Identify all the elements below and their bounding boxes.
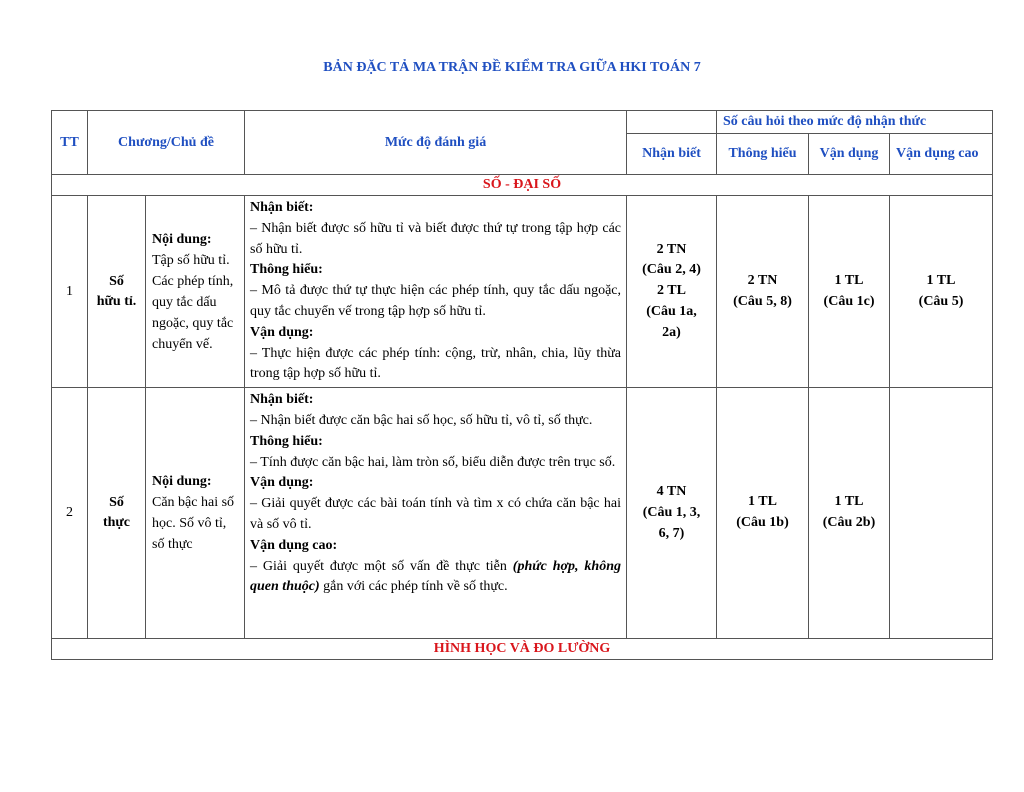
- table-row: [52, 196, 993, 388]
- header-empty-cell: [627, 111, 717, 134]
- row-number: 1: [52, 196, 88, 388]
- content-label: Nội dung:: [152, 231, 212, 247]
- level-description: – Mô tả được thứ tự thực hiện các phép tính, quy tắc dấu ngoặc, quy tắc chuyển vế trong tập hợp số hữu tỉ.: [250, 283, 622, 319]
- cell-line: 6, 7): [658, 525, 685, 541]
- chapter-name-line: Số: [109, 495, 124, 511]
- cell-line: 1 TL: [748, 494, 777, 510]
- level-description: – Nhận biết được căn bậc hai số học, số hữu tỉ, vô tỉ, số thực.: [250, 412, 593, 428]
- cell-line: (Câu 2, 4): [642, 262, 701, 278]
- chapter-name: [88, 388, 146, 639]
- content-text: Tập số hữu tỉ. Các phép tính, quy tắc dấu ngoặc, quy tắc chuyển vế.: [152, 252, 234, 352]
- assessment-levels: [245, 388, 627, 639]
- section-row: [52, 175, 993, 196]
- cell-line: 1 TL: [926, 272, 956, 288]
- cell-van-dung: [809, 196, 890, 388]
- chapter-name-line: Số: [109, 273, 124, 289]
- chapter-name-line: hữu tỉ.: [96, 293, 137, 309]
- cell-line: 2a): [662, 324, 681, 340]
- row-number: 2: [52, 388, 88, 639]
- level-description: – Nhận biết được số hữu tỉ và biết được thứ tự trong tập hợp các số hữu tỉ.: [250, 220, 622, 257]
- document-title: BẢN ĐẶC TẢ MA TRẬN ĐỀ KIỂM TRA GIỮA HKI TOÁN 7: [323, 60, 701, 75]
- header-row-1: [52, 111, 993, 134]
- content-label: Nội dung:: [152, 474, 212, 490]
- level-description: – Thực hiện được các phép tính: cộng, trừ, nhân, chia, lũy thừa trong tập hợp số hữu tỉ.: [250, 345, 622, 382]
- cell-line: 2 TN: [656, 241, 687, 257]
- level-text-part: – Giải quyết được một số vấn đề thực tiễn: [250, 558, 513, 574]
- section-title: HÌNH HỌC VÀ ĐO LƯỜNG: [52, 639, 993, 660]
- level-heading: Vận dụng cao:: [250, 537, 338, 553]
- cell-line: (Câu 1b): [736, 515, 789, 531]
- level-heading: Thông hiểu:: [250, 433, 323, 449]
- level-text-emphasis: (phức hợp, không quen thuộc): [250, 558, 622, 595]
- level-heading: Thông hiểu:: [250, 262, 323, 278]
- level-heading: Nhận biết:: [250, 200, 314, 215]
- level-description: – Tính được căn bậc hai, làm tròn số, biểu diễn được trên trục số.: [250, 454, 616, 470]
- topic-content: [146, 388, 245, 639]
- chapter-name-line: thực: [102, 515, 131, 531]
- header-col-van-dung: Vận dụng: [809, 134, 890, 175]
- level-heading: Vận dụng:: [250, 324, 314, 340]
- header-col-nhan-biet: Nhận biết: [627, 134, 717, 175]
- header-question-group: Số câu hỏi theo mức độ nhận thức: [717, 111, 993, 134]
- cell-thong-hieu: [717, 196, 809, 388]
- cell-line: 2 TN: [747, 272, 778, 288]
- content-text: Căn bậc hai số học. Số vô tỉ, số thực: [152, 495, 235, 553]
- cell-line: (Câu 1, 3,: [642, 504, 701, 520]
- cell-van-dung-cao: [890, 196, 993, 388]
- level-description: – Giải quyết được các bài toán tính và tìm x có chứa căn bậc hai và số vô tỉ.: [250, 496, 622, 532]
- level-description: [250, 557, 621, 599]
- level-heading: Vận dụng:: [250, 475, 314, 491]
- cell-line: (Câu 1c): [823, 293, 875, 309]
- chapter-name: [88, 196, 146, 388]
- header-col-van-dung-cao: Vận dụng cao: [890, 134, 993, 175]
- matrix-table: [51, 110, 993, 660]
- level-text-part: gắn với các phép tính về số thực.: [319, 579, 508, 595]
- cell-thong-hieu: [717, 388, 809, 639]
- table-row: [52, 388, 993, 639]
- header-level: Mức độ đánh giá: [245, 111, 627, 175]
- cell-line: 1 TL: [834, 272, 864, 288]
- header-tt: TT: [52, 111, 88, 175]
- assessment-levels: [245, 196, 627, 388]
- cell-van-dung: [809, 388, 890, 639]
- topic-content: [146, 196, 245, 388]
- cell-line: 2 TL: [657, 283, 686, 299]
- cell-line: 1 TL: [834, 494, 864, 510]
- cell-line: (Câu 5, 8): [733, 293, 792, 309]
- cell-line: (Câu 5): [918, 293, 964, 309]
- cell-nhan-biet: [627, 388, 717, 639]
- cell-line: 4 TN: [656, 483, 687, 499]
- header-chapter: Chương/Chủ đề: [88, 111, 245, 175]
- cell-line: (Câu 1a,: [646, 303, 697, 319]
- cell-van-dung-cao: [890, 388, 993, 639]
- header-col-thong-hieu: Thông hiểu: [717, 134, 809, 175]
- cell-line: (Câu 2b): [822, 515, 876, 531]
- cell-nhan-biet: [627, 196, 717, 388]
- section-title: SỐ - ĐẠI SỐ: [52, 175, 993, 196]
- level-heading: Nhận biết:: [250, 392, 314, 408]
- section-row: [52, 639, 993, 660]
